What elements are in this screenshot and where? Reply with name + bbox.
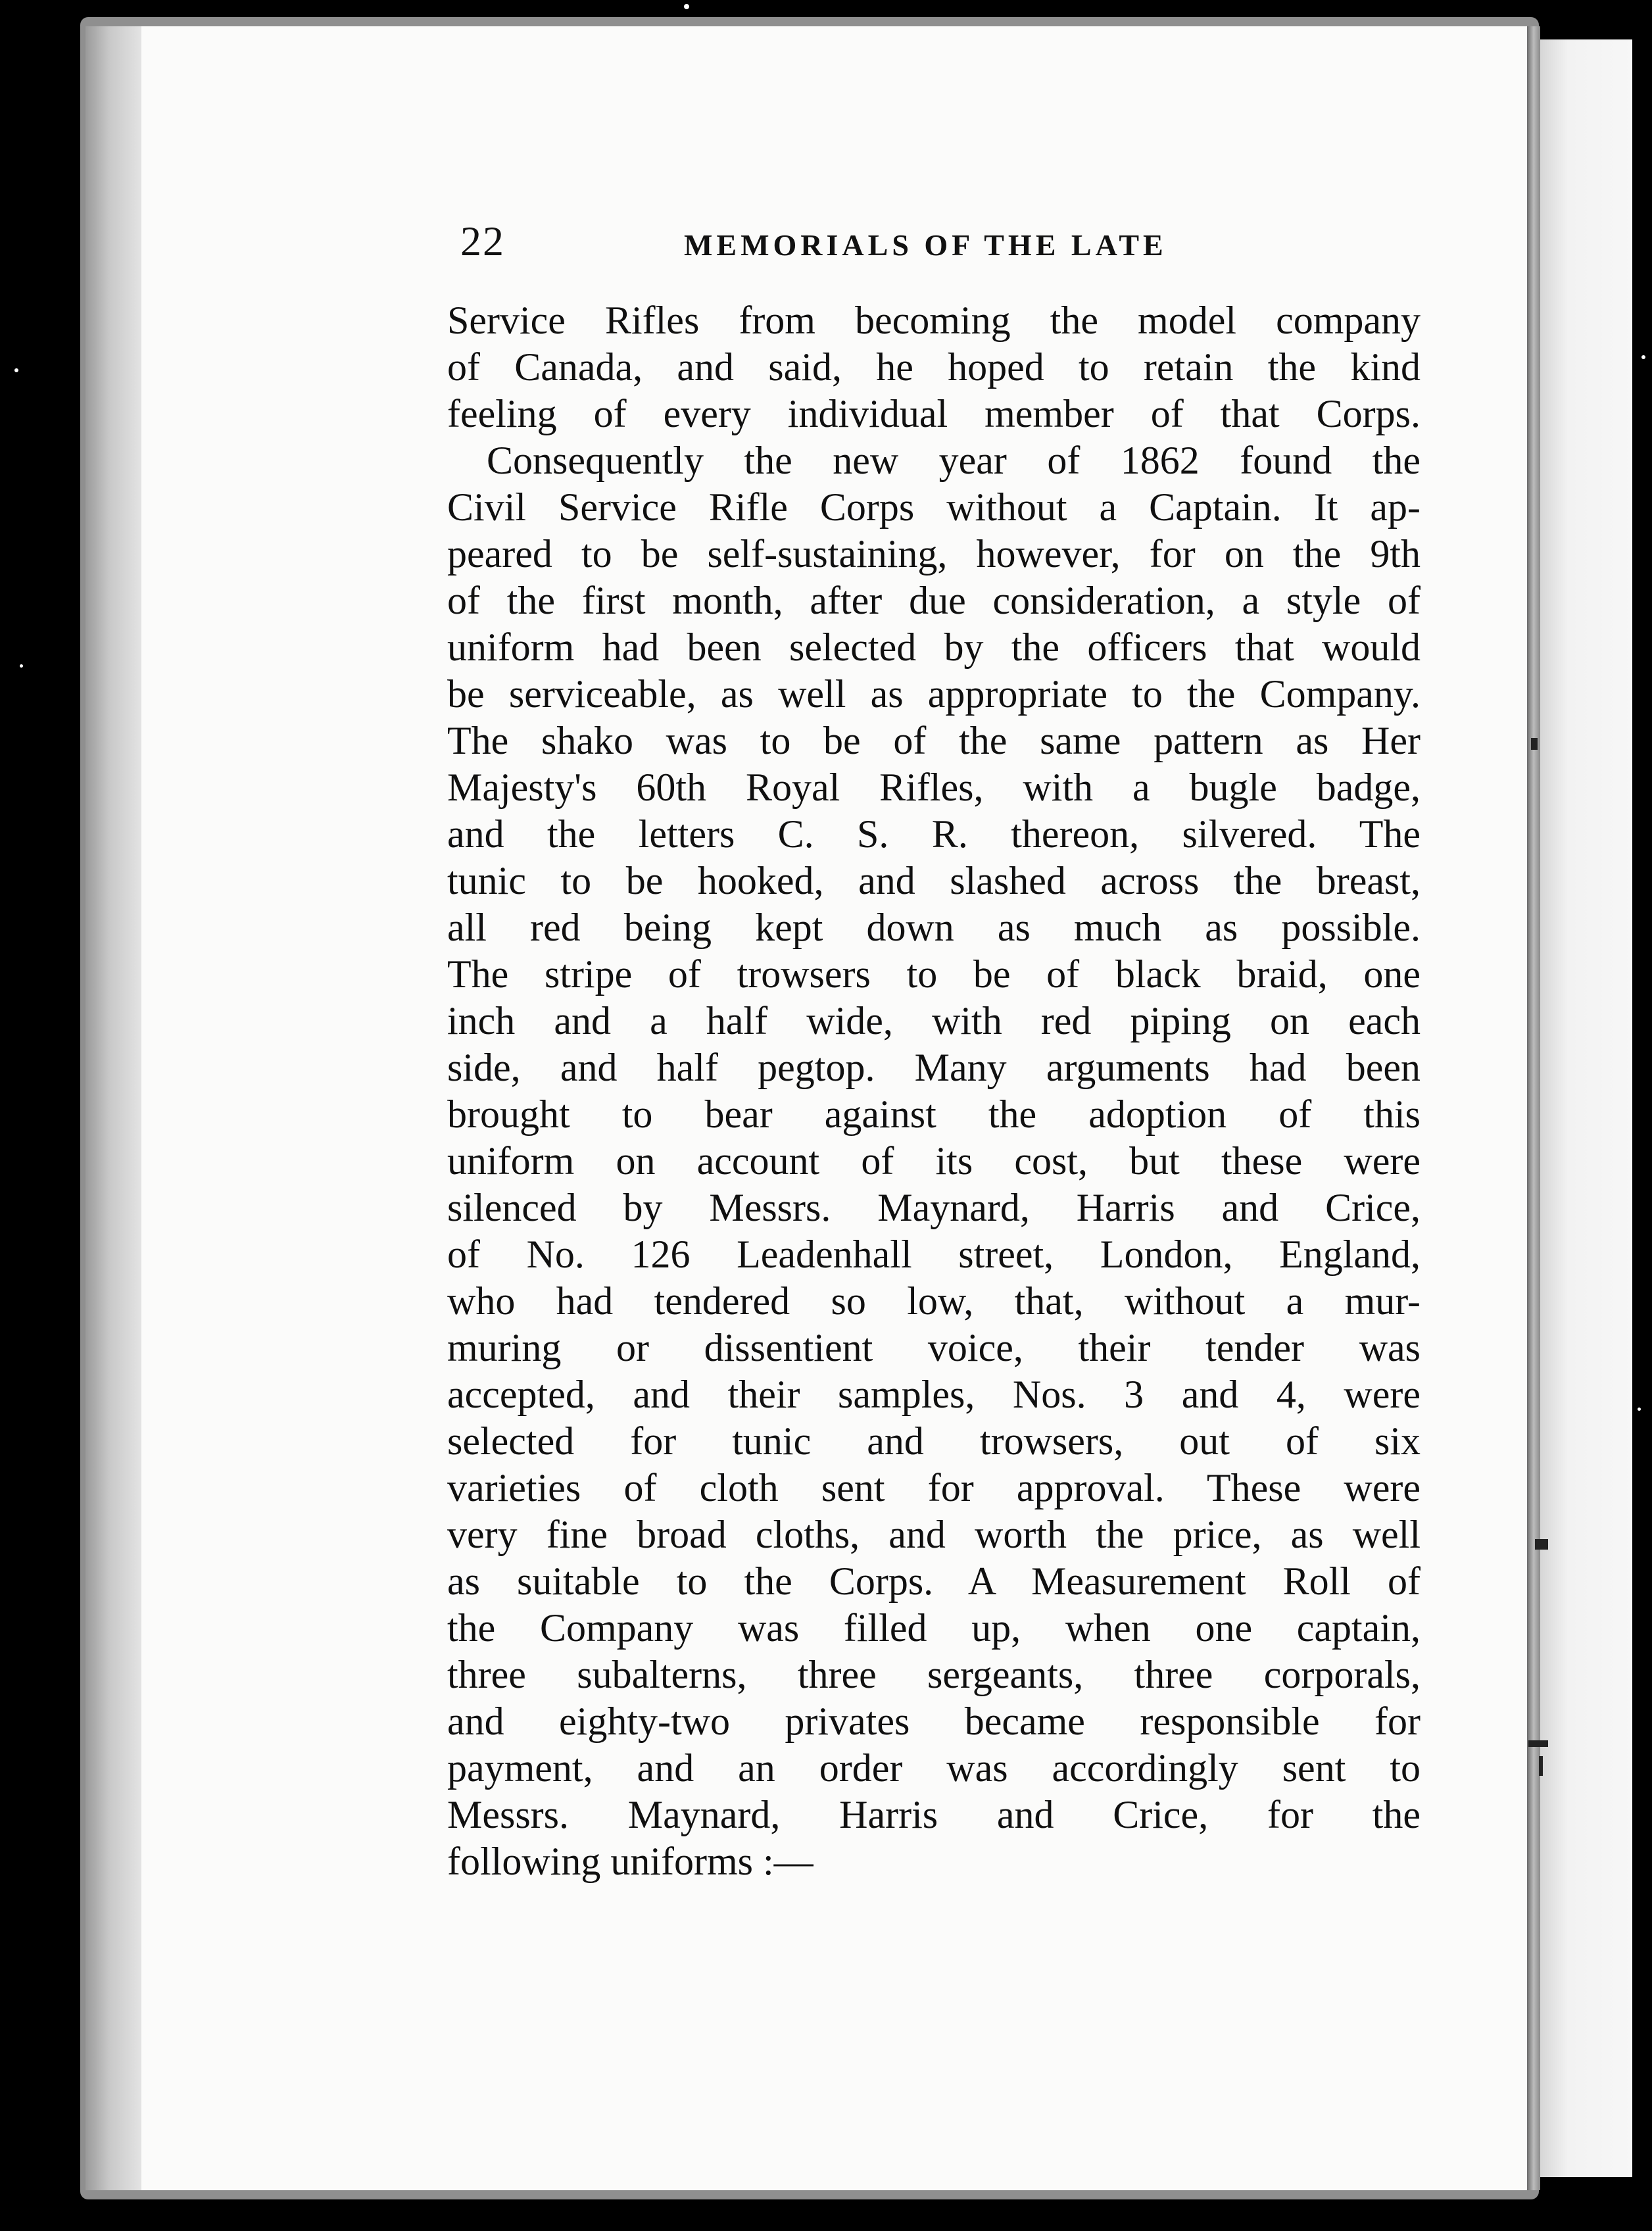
text-line: inch and a half wide, with red piping on each: [447, 999, 1421, 1042]
text-line: and the letters C. S. R. thereon, silvered. The: [447, 812, 1421, 856]
scan-speck: [1641, 355, 1645, 359]
facing-page-mark: [1531, 738, 1538, 750]
text-line: Messrs. Maynard, Harris and Crice, for the: [447, 1793, 1421, 1836]
text-line: following uniforms :—: [447, 1840, 814, 1883]
text-line: and eighty-two privates became responsible for: [447, 1700, 1421, 1743]
text-line: Majesty's 60th Royal Rifles, with a bugle badge,: [447, 766, 1421, 809]
text-line: accepted, and their samples, Nos. 3 and 4, were: [447, 1373, 1421, 1416]
text-line: selected for tunic and trowsers, out of six: [447, 1419, 1421, 1463]
text-line: payment, and an order was accordingly sent to: [447, 1746, 1421, 1790]
page-number: 22: [460, 218, 505, 264]
text-line: tunic to be hooked, and slashed across the breast,: [447, 859, 1421, 902]
text-line: brought to bear against the adoption of this: [447, 1092, 1421, 1136]
text-line: very fine broad cloths, and worth the price, as well: [447, 1513, 1421, 1556]
text-line: as suitable to the Corps. A Measurement Roll of: [447, 1559, 1421, 1603]
text-line: all red being kept down as much as possible.: [447, 906, 1421, 949]
text-line: uniform on account of its cost, but these were: [447, 1139, 1421, 1183]
text-line: feeling of every individual member of that Corps.: [447, 392, 1421, 435]
text-line: side, and half pegtop. Many arguments had been: [447, 1046, 1421, 1089]
text-line: of No. 126 Leadenhall street, London, England,: [447, 1233, 1421, 1276]
page-edge: [85, 26, 145, 2190]
scan-speck: [1638, 1408, 1641, 1411]
text-line: muring or dissentient voice, their tender was: [447, 1326, 1421, 1369]
facing-page-mark: [1528, 1740, 1548, 1747]
text-line: The stripe of trowsers to be of black braid, one: [447, 952, 1421, 996]
text-line: peared to be self-sustaining, however, for on the 9th: [447, 532, 1421, 576]
text-line: of the first month, after due consideration, a style of: [447, 579, 1421, 622]
text-line: who had tendered so low, that, without a mur-: [447, 1279, 1421, 1323]
facing-page-edge: [1540, 39, 1632, 2177]
text-line: be serviceable, as well as appropriate to the Company.: [447, 672, 1421, 716]
text-line: Consequently the new year of 1862 found the: [487, 439, 1421, 482]
text-line: of Canada, and said, he hoped to retain the kind: [447, 345, 1421, 389]
scan-speck: [14, 368, 18, 372]
running-head: MEMORIALS OF THE LATE: [684, 228, 1167, 262]
text-line: silenced by Messrs. Maynard, Harris and Crice,: [447, 1186, 1421, 1229]
book-gutter: [1527, 26, 1540, 2190]
scan-speck: [20, 664, 23, 668]
text-line: uniform had been selected by the officers that would: [447, 625, 1421, 669]
text-line: three subalterns, three sergeants, three corporals,: [447, 1653, 1421, 1696]
scan-speck: [684, 4, 689, 9]
text-line: The shako was to be of the same pattern as Her: [447, 719, 1421, 762]
text-line: Civil Service Rifle Corps without a Captain. It ap-: [447, 485, 1421, 529]
facing-page-mark: [1535, 1539, 1548, 1550]
text-line: the Company was filled up, when one captain,: [447, 1606, 1421, 1650]
text-line: Service Rifles from becoming the model company: [447, 299, 1421, 342]
facing-page-mark: [1539, 1756, 1543, 1776]
body-text: [447, 297, 1421, 1885]
text-line: varieties of cloth sent for approval. These were: [447, 1466, 1421, 1509]
